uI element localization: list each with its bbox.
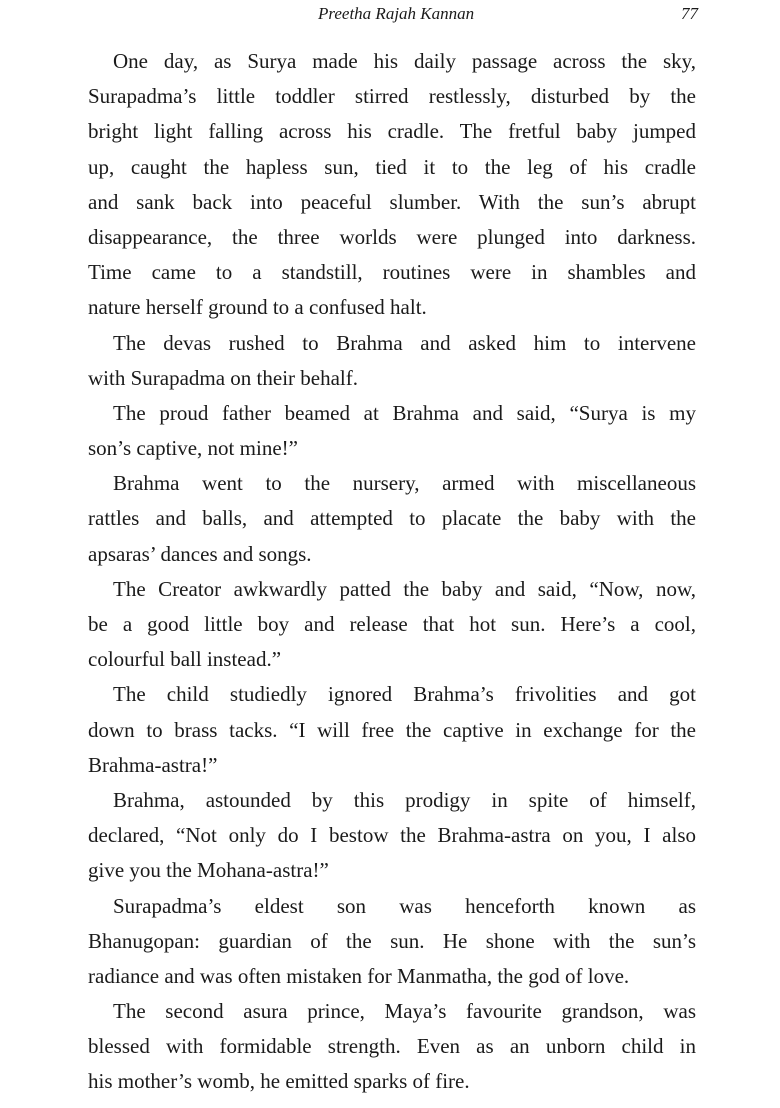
text-line: declared, “Not only do I bestow the Brahma-astra on you, I also: [88, 823, 696, 848]
text-line: Brahma-astra!”: [88, 752, 218, 777]
text-line: The proud father beamed at Brahma and said, “Surya is my: [113, 400, 696, 425]
text-line: and sank back into peaceful slumber. With the sun’s abrupt: [88, 189, 696, 214]
text-line: The second asura prince, Maya’s favourite grandson, was: [113, 999, 696, 1024]
text-line: One day, as Surya made his daily passage across the sky,: [113, 49, 696, 73]
text-line: nature herself ground to a confused halt.: [88, 295, 427, 320]
text-line: be a good little boy and release that hot sun. Here’s a cool,: [88, 612, 696, 636]
paragraph: [88, 994, 696, 1100]
text-line: rattles and balls, and attempted to placate the baby with the: [88, 506, 696, 531]
paragraph: [88, 44, 696, 326]
text-line: The Creator awkwardly patted the baby and said, “Now, now,: [113, 576, 696, 601]
text-line: son’s captive, not mine!”: [88, 436, 298, 461]
text-line: bright light falling across his cradle. The fretful baby jumped: [88, 119, 696, 144]
text-line: colourful ball instead.”: [88, 647, 282, 672]
page-number: 77: [681, 4, 698, 23]
page-body-text: [88, 44, 696, 1100]
text-line: down to brass tacks. “I will free the captive in exchange for the: [88, 717, 696, 742]
text-line: Bhanugopan: guardian of the sun. He shone with the sun’s: [88, 928, 696, 953]
paragraph: [88, 889, 696, 995]
text-line: disappearance, the three worlds were plunged into darkness.: [88, 224, 696, 249]
text-line: radiance and was often mistaken for Manmatha, the god of love.: [88, 963, 630, 988]
paragraph: [88, 572, 696, 678]
running-header: [318, 4, 698, 28]
paragraph: [88, 326, 696, 396]
text-line: Surapadma’s eldest son was henceforth known as: [113, 893, 696, 918]
text-line: blessed with formidable strength. Even as an unborn child in: [88, 1034, 696, 1059]
text-line: his mother’s womb, he emitted sparks of fire.: [88, 1069, 470, 1094]
paragraph: [88, 396, 696, 466]
text-line: The devas rushed to Brahma and asked him to intervene: [113, 330, 696, 355]
text-line: The child studiedly ignored Brahma’s frivolities and got: [113, 682, 696, 707]
text-line: apsaras’ dances and songs.: [88, 541, 312, 566]
text-line: up, caught the hapless sun, tied it to the leg of his cradle: [88, 154, 696, 179]
text-line: Surapadma’s little toddler stirred restlessly, disturbed by the: [88, 84, 696, 109]
paragraph: [88, 783, 696, 889]
text-line: Brahma, astounded by this prodigy in spite of himself,: [113, 787, 696, 812]
text-line: Brahma went to the nursery, armed with miscellaneous: [113, 471, 696, 496]
running-header-author: Preetha Rajah Kannan: [318, 4, 475, 23]
paragraph: [88, 677, 696, 783]
paragraph: [88, 466, 696, 572]
text-line: Time came to a standstill, routines were in shambles and: [88, 260, 696, 285]
text-line: give you the Mohana-astra!”: [88, 858, 329, 883]
text-line: with Surapadma on their behalf.: [88, 365, 359, 390]
